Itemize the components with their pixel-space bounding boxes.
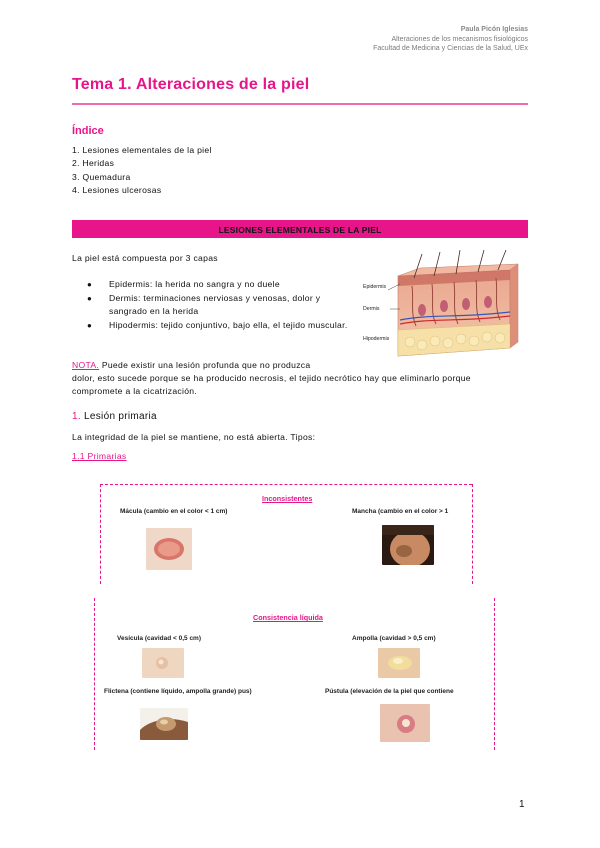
page-title: Tema 1. Alteraciones de la piel: [72, 76, 310, 93]
bullet-dot-icon: ●: [87, 321, 93, 330]
pustula-label: Pústula (elevación de la piel que contiene: [325, 688, 454, 695]
flictena-image: [140, 708, 188, 740]
integrity-text: La integridad de la piel se mantiene, no está abierta. Tipos:: [72, 432, 316, 442]
primarias-link[interactable]: 1.1 Primarias: [72, 451, 127, 461]
subject-name: Alteraciones de los mecanismos fisiológicos: [391, 35, 528, 43]
index-item: 2. Heridas: [72, 158, 115, 169]
vesicula-image: [142, 648, 184, 678]
index-heading: Índice: [72, 125, 104, 137]
macula-label: Mácula (cambio en el color < 1 cm): [120, 508, 228, 515]
subsection-heading: [72, 411, 157, 422]
title-divider: [72, 103, 528, 105]
ampolla-photo: [378, 648, 420, 678]
macula-image: [146, 528, 192, 570]
mancha-label: Mancha (cambio en el color > 1: [352, 508, 449, 515]
figure-border-top: [100, 484, 472, 485]
section-banner-text: LESIONES ELEMENTALES DE LA PIEL: [218, 225, 382, 235]
layer-text: Hipodermis: tejido conjuntivo, bajo ella, el tejido muscular.: [109, 320, 348, 330]
page-header: [373, 25, 528, 54]
author-name: Paula Picón Iglesias: [460, 26, 528, 33]
figure-border-left: [100, 484, 101, 584]
macula-photo: [146, 528, 192, 570]
dermis-label: Dermis: [363, 306, 380, 312]
pustula-photo: [380, 704, 430, 742]
vesicula-photo: [142, 648, 184, 678]
epidermis-label: Epidermis: [363, 284, 387, 290]
inconsistentes-heading: Inconsistentes: [262, 494, 313, 503]
index-item: 1. Lesiones elementales de la piel: [72, 145, 212, 155]
subsection-title: Lesión primaria: [80, 411, 157, 422]
index-item: 3. Quemadura: [72, 171, 131, 182]
hipodermis-label: Hipodermis: [363, 336, 390, 342]
index-list: [72, 144, 212, 198]
bullet-dot-icon: ●: [87, 280, 93, 289]
ampolla-label: Ampolla (cavidad > 0,5 cm): [352, 635, 436, 642]
pustula-image: [380, 704, 430, 742]
index-item: 4. Lesiones ulcerosas: [72, 185, 162, 196]
layer-text: Epidermis: la herida no sangra y no duele: [109, 279, 280, 289]
figure-border-right: [472, 484, 473, 584]
flictena-label: Flictena (contiene líquido, ampolla grande) pus): [104, 688, 252, 695]
intro-text: La piel está compuesta por 3 capas: [72, 253, 218, 263]
subsection-number: 1.: [72, 411, 81, 422]
note-line-3: compromete a la cicatrización.: [72, 386, 198, 396]
note-text: Puede existir una lesión profunda que no produzca: [99, 360, 311, 370]
layer-text: Dermis: terminaciones nerviosas y venosas, dolor y sangrado en la herida: [109, 293, 321, 317]
mancha-photo: [382, 525, 434, 565]
vesicula-label: Vesícula (cavidad < 0,5 cm): [117, 635, 202, 642]
figure-border-left: [94, 598, 95, 750]
note-line-1: [72, 359, 310, 372]
skin-diagram: [360, 250, 520, 362]
skin-layers-illustration: [360, 250, 520, 362]
faculty-name: Facultad de Medicina y Ciencias de la Salud, UEx: [373, 45, 528, 52]
page-number: 1: [519, 799, 525, 810]
mancha-image: [382, 525, 434, 565]
note-label: NOTA.: [72, 360, 100, 370]
liquida-heading: Consistencia líquida: [253, 613, 323, 622]
flictena-photo: [140, 708, 188, 740]
note-line-2: dolor, esto sucede porque se ha producido necrosis, el tejido necrótico hay que eliminarlo porque: [72, 373, 471, 383]
bullet-dot-icon: ●: [87, 294, 93, 303]
section-banner: [72, 220, 528, 238]
figure-border-right: [494, 598, 495, 750]
ampolla-image: [378, 648, 420, 678]
